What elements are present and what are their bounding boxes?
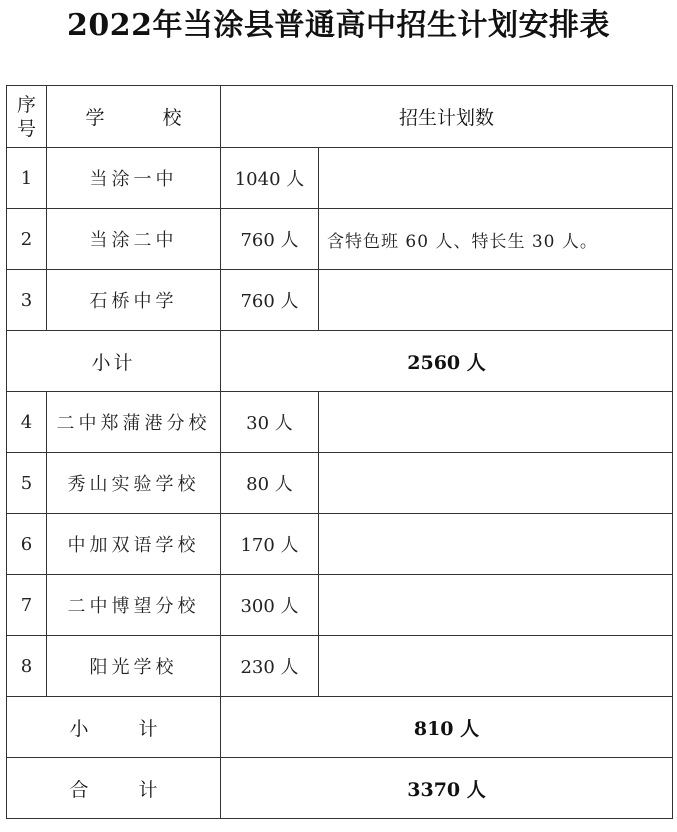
- row-number: 8: [7, 636, 47, 697]
- school-name: 当涂二中: [47, 209, 221, 270]
- row-note: [319, 636, 673, 697]
- table-row: [7, 636, 673, 697]
- plan-count: 80 人: [221, 453, 319, 514]
- header-school: 学 校: [47, 86, 221, 148]
- row-note: [319, 453, 673, 514]
- plan-count: 760 人: [221, 209, 319, 270]
- subtotal-row: [7, 331, 673, 392]
- header-seq: 序号: [7, 86, 47, 148]
- school-name: 二中郑蒲港分校: [47, 392, 221, 453]
- subtotal-label: 小 计: [7, 697, 221, 758]
- row-number: 1: [7, 148, 47, 209]
- grand-total-label: 合 计: [7, 758, 221, 819]
- row-number: 2: [7, 209, 47, 270]
- grand-total-row: [7, 758, 673, 819]
- row-number: 4: [7, 392, 47, 453]
- subtotal-value: 810 人: [221, 697, 673, 758]
- table-row: [7, 575, 673, 636]
- subtotal-row: [7, 697, 673, 758]
- header-plan: 招生计划数: [221, 86, 673, 148]
- row-number: 6: [7, 514, 47, 575]
- school-name: 秀山实验学校: [47, 453, 221, 514]
- table-row: [7, 392, 673, 453]
- page-title: 2022年当涂县普通高中招生计划安排表: [67, 8, 610, 43]
- plan-count: 300 人: [221, 575, 319, 636]
- plan-count: 1040 人: [221, 148, 319, 209]
- plan-count: 30 人: [221, 392, 319, 453]
- row-note: [319, 514, 673, 575]
- school-name: 当涂一中: [47, 148, 221, 209]
- subtotal-label: 小计: [7, 331, 221, 392]
- table-row: [7, 148, 673, 209]
- school-name: 石桥中学: [47, 270, 221, 331]
- table-row: [7, 209, 673, 270]
- row-note: [319, 392, 673, 453]
- plan-count: 230 人: [221, 636, 319, 697]
- table-row: [7, 514, 673, 575]
- row-note: [319, 148, 673, 209]
- row-number: 7: [7, 575, 47, 636]
- school-name: 二中博望分校: [47, 575, 221, 636]
- enrollment-plan-table: [6, 85, 673, 819]
- plan-count: 760 人: [221, 270, 319, 331]
- row-number: 3: [7, 270, 47, 331]
- row-note: [319, 270, 673, 331]
- grand-total-value: 3370 人: [221, 758, 673, 819]
- row-note: 含特色班 60 人、特长生 30 人。: [319, 209, 673, 270]
- table-row: [7, 453, 673, 514]
- subtotal-value: 2560 人: [221, 331, 673, 392]
- school-name: 中加双语学校: [47, 514, 221, 575]
- row-note: [319, 575, 673, 636]
- row-number: 5: [7, 453, 47, 514]
- table-row: [7, 270, 673, 331]
- plan-count: 170 人: [221, 514, 319, 575]
- table-header-row: [7, 86, 673, 148]
- school-name: 阳光学校: [47, 636, 221, 697]
